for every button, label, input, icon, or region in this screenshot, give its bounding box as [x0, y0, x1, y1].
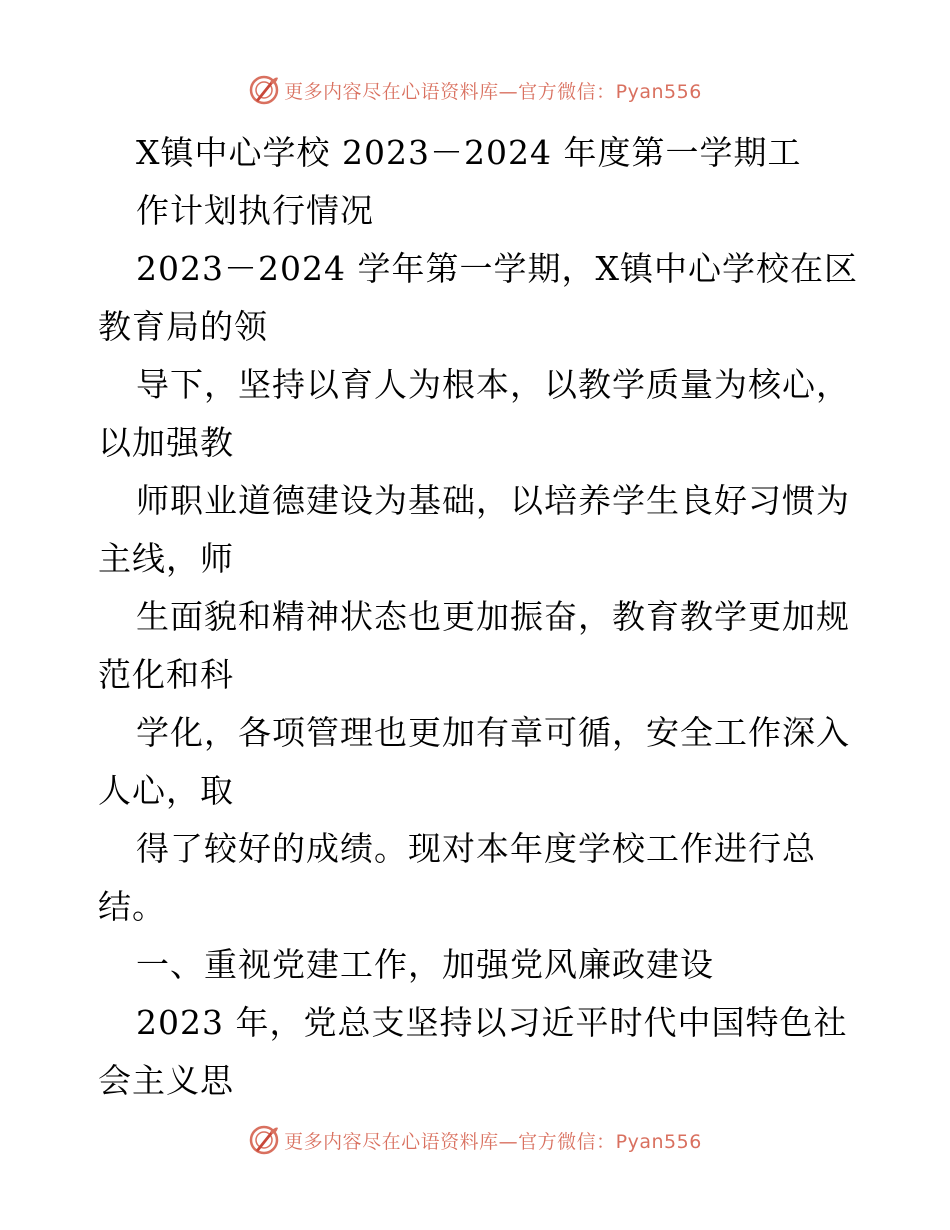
text-line: 2023－2024 学年第一学期，X镇中心学校在区 [136, 249, 858, 288]
text-line: 范化和科 [98, 655, 234, 694]
quill-seal-icon [248, 74, 280, 106]
quill-seal-icon [248, 1124, 280, 1156]
watermark-text: 更多内容尽在心语资料库—官方微信：Pyan556 [284, 80, 702, 103]
text-line: 2023 年，党总支坚持以习近平时代中国特色社 [136, 1003, 848, 1042]
text-line: 主线，师 [98, 539, 234, 578]
section-heading: 一、重视党建工作，加强党风廉政建设 [136, 945, 714, 984]
header-watermark [0, 72, 950, 108]
watermark-text: 更多内容尽在心语资料库—官方微信：Pyan556 [284, 1130, 702, 1153]
footer-watermark [0, 1122, 950, 1158]
text-line: X镇中心学校 2023－2024 年度第一学期工 [136, 133, 802, 172]
text-line: 导下，坚持以育人为根本，以教学质量为核心， [136, 365, 850, 404]
text-line: 生面貌和精神状态也更加振奋，教育教学更加规 [136, 597, 850, 636]
text-line: 结。 [98, 887, 166, 926]
text-line: 学化，各项管理也更加有章可循，安全工作深入 [136, 713, 850, 752]
text-line: 师职业道德建设为基础，以培养学生良好习惯为 [136, 481, 850, 520]
text-line: 人心，取 [98, 771, 234, 810]
text-line: 作计划执行情况 [136, 191, 374, 230]
text-line: 得了较好的成绩。现对本年度学校工作进行总 [136, 829, 816, 868]
text-line: 以加强教 [98, 423, 234, 462]
text-line: 教育局的领 [98, 307, 268, 346]
document-body [98, 124, 858, 1110]
text-line: 会主义思 [98, 1061, 234, 1100]
